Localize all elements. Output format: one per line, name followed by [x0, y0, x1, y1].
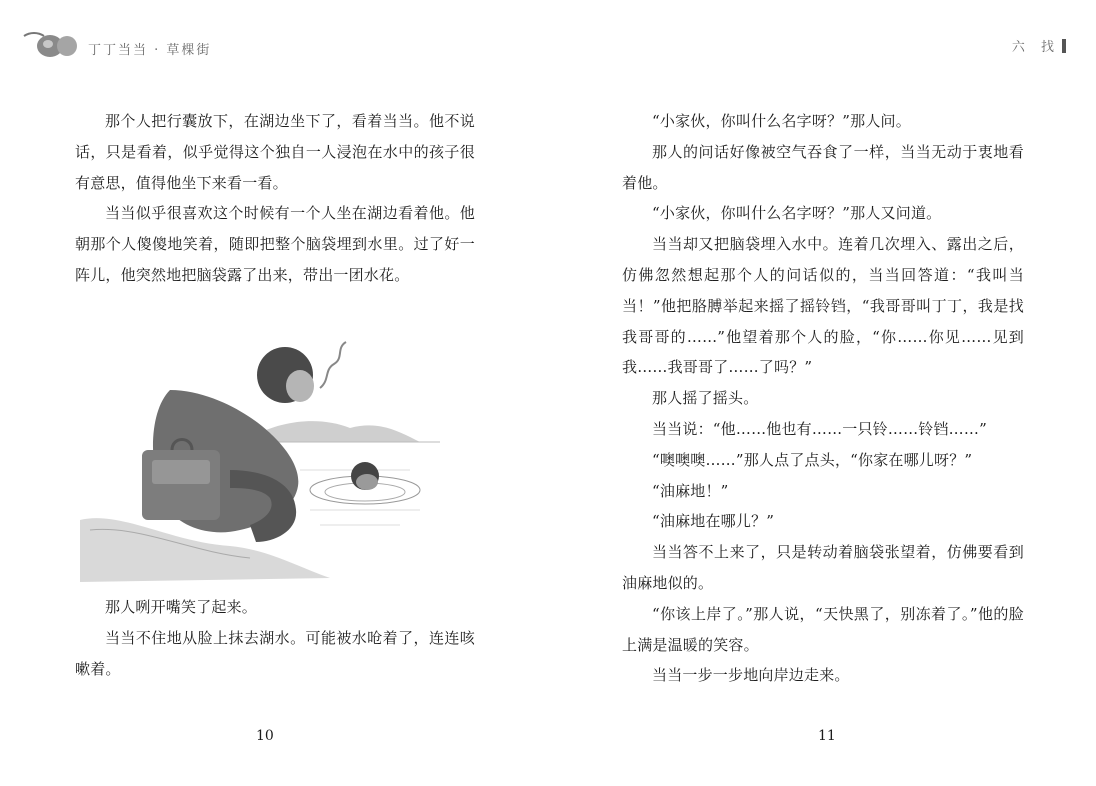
paragraph: 当当答不上来了，只是转动着脑袋张望着，仿佛要看到油麻地似的。: [622, 543, 1024, 592]
paragraph: 那人的问话好像被空气吞食了一样，当当无动于衷地看着他。: [622, 142, 1024, 192]
paragraph: 当当一步一步地向岸边走来。: [652, 666, 850, 685]
chapter-title: 六 找: [1011, 40, 1060, 55]
paragraph: 那人咧开嘴笑了起来。: [105, 598, 258, 616]
series-title: 丁丁当当 · 草棵街: [88, 42, 212, 58]
man-by-lake-illustration: [80, 320, 480, 582]
paragraph: 那人摇了摇头。: [652, 389, 759, 408]
paragraph: 当当似乎很喜欢这个时候有一个人坐在湖边看着他。他朝那个人傻傻地笑着，随即把整个脑袋埋到水里。过了好一阵儿，他突然地把脑袋露了出来，带出一团水花。: [75, 204, 475, 284]
paragraph: “小家伙，你叫什么名字呀？”那人又问道。: [652, 204, 942, 223]
left-page-bottom-text: [75, 592, 475, 684]
gourd-logo-icon: [22, 26, 84, 64]
paragraph: “油麻地！”: [652, 481, 729, 500]
paragraph: “噢噢噢……”那人点了点头，“你家在哪儿呀？”: [652, 450, 973, 469]
paragraph: 当当却又把脑袋埋入水中。连着几次埋入、露出之后，仿佛忽然想起那个人的问话似的，当当回答道：“我叫当当！”他把胳膊举起来摇了摇铃铛，“我哥哥叫丁丁，我是找我哥哥的……”他望着那个人的脸，“你……你见……见到我……我哥哥了……了吗？”: [622, 235, 1024, 377]
paragraph: 那个人把行囊放下，在湖边坐下了，看着当当。他不说话，只是看着，似乎觉得这个独自一人浸泡在水中的孩子很有意思，值得他坐下来看一看。: [75, 112, 475, 192]
paragraph: “油麻地在哪儿？”: [652, 512, 775, 531]
paragraph: 当当不住地从脸上抹去湖水。可能被水呛着了，连连咳嗽着。: [75, 628, 475, 678]
paragraph: “你该上岸了。”那人说，“天快黑了，别冻着了。”他的脸上满是温暖的笑容。: [622, 604, 1024, 654]
paragraph: “小家伙，你叫什么名字呀？”那人问。: [652, 112, 911, 130]
header-bar-ornament: [1062, 39, 1066, 53]
right-page-text: [622, 106, 1024, 691]
left-page-top-text: [75, 106, 475, 291]
page-number-right: 11: [818, 728, 836, 744]
running-header-left: [22, 26, 211, 64]
paragraph: 当当说：“他……他也有……一只铃……铃铛……”: [652, 419, 987, 438]
page-number-left: 10: [256, 728, 274, 744]
running-header-right: [1012, 36, 1066, 55]
